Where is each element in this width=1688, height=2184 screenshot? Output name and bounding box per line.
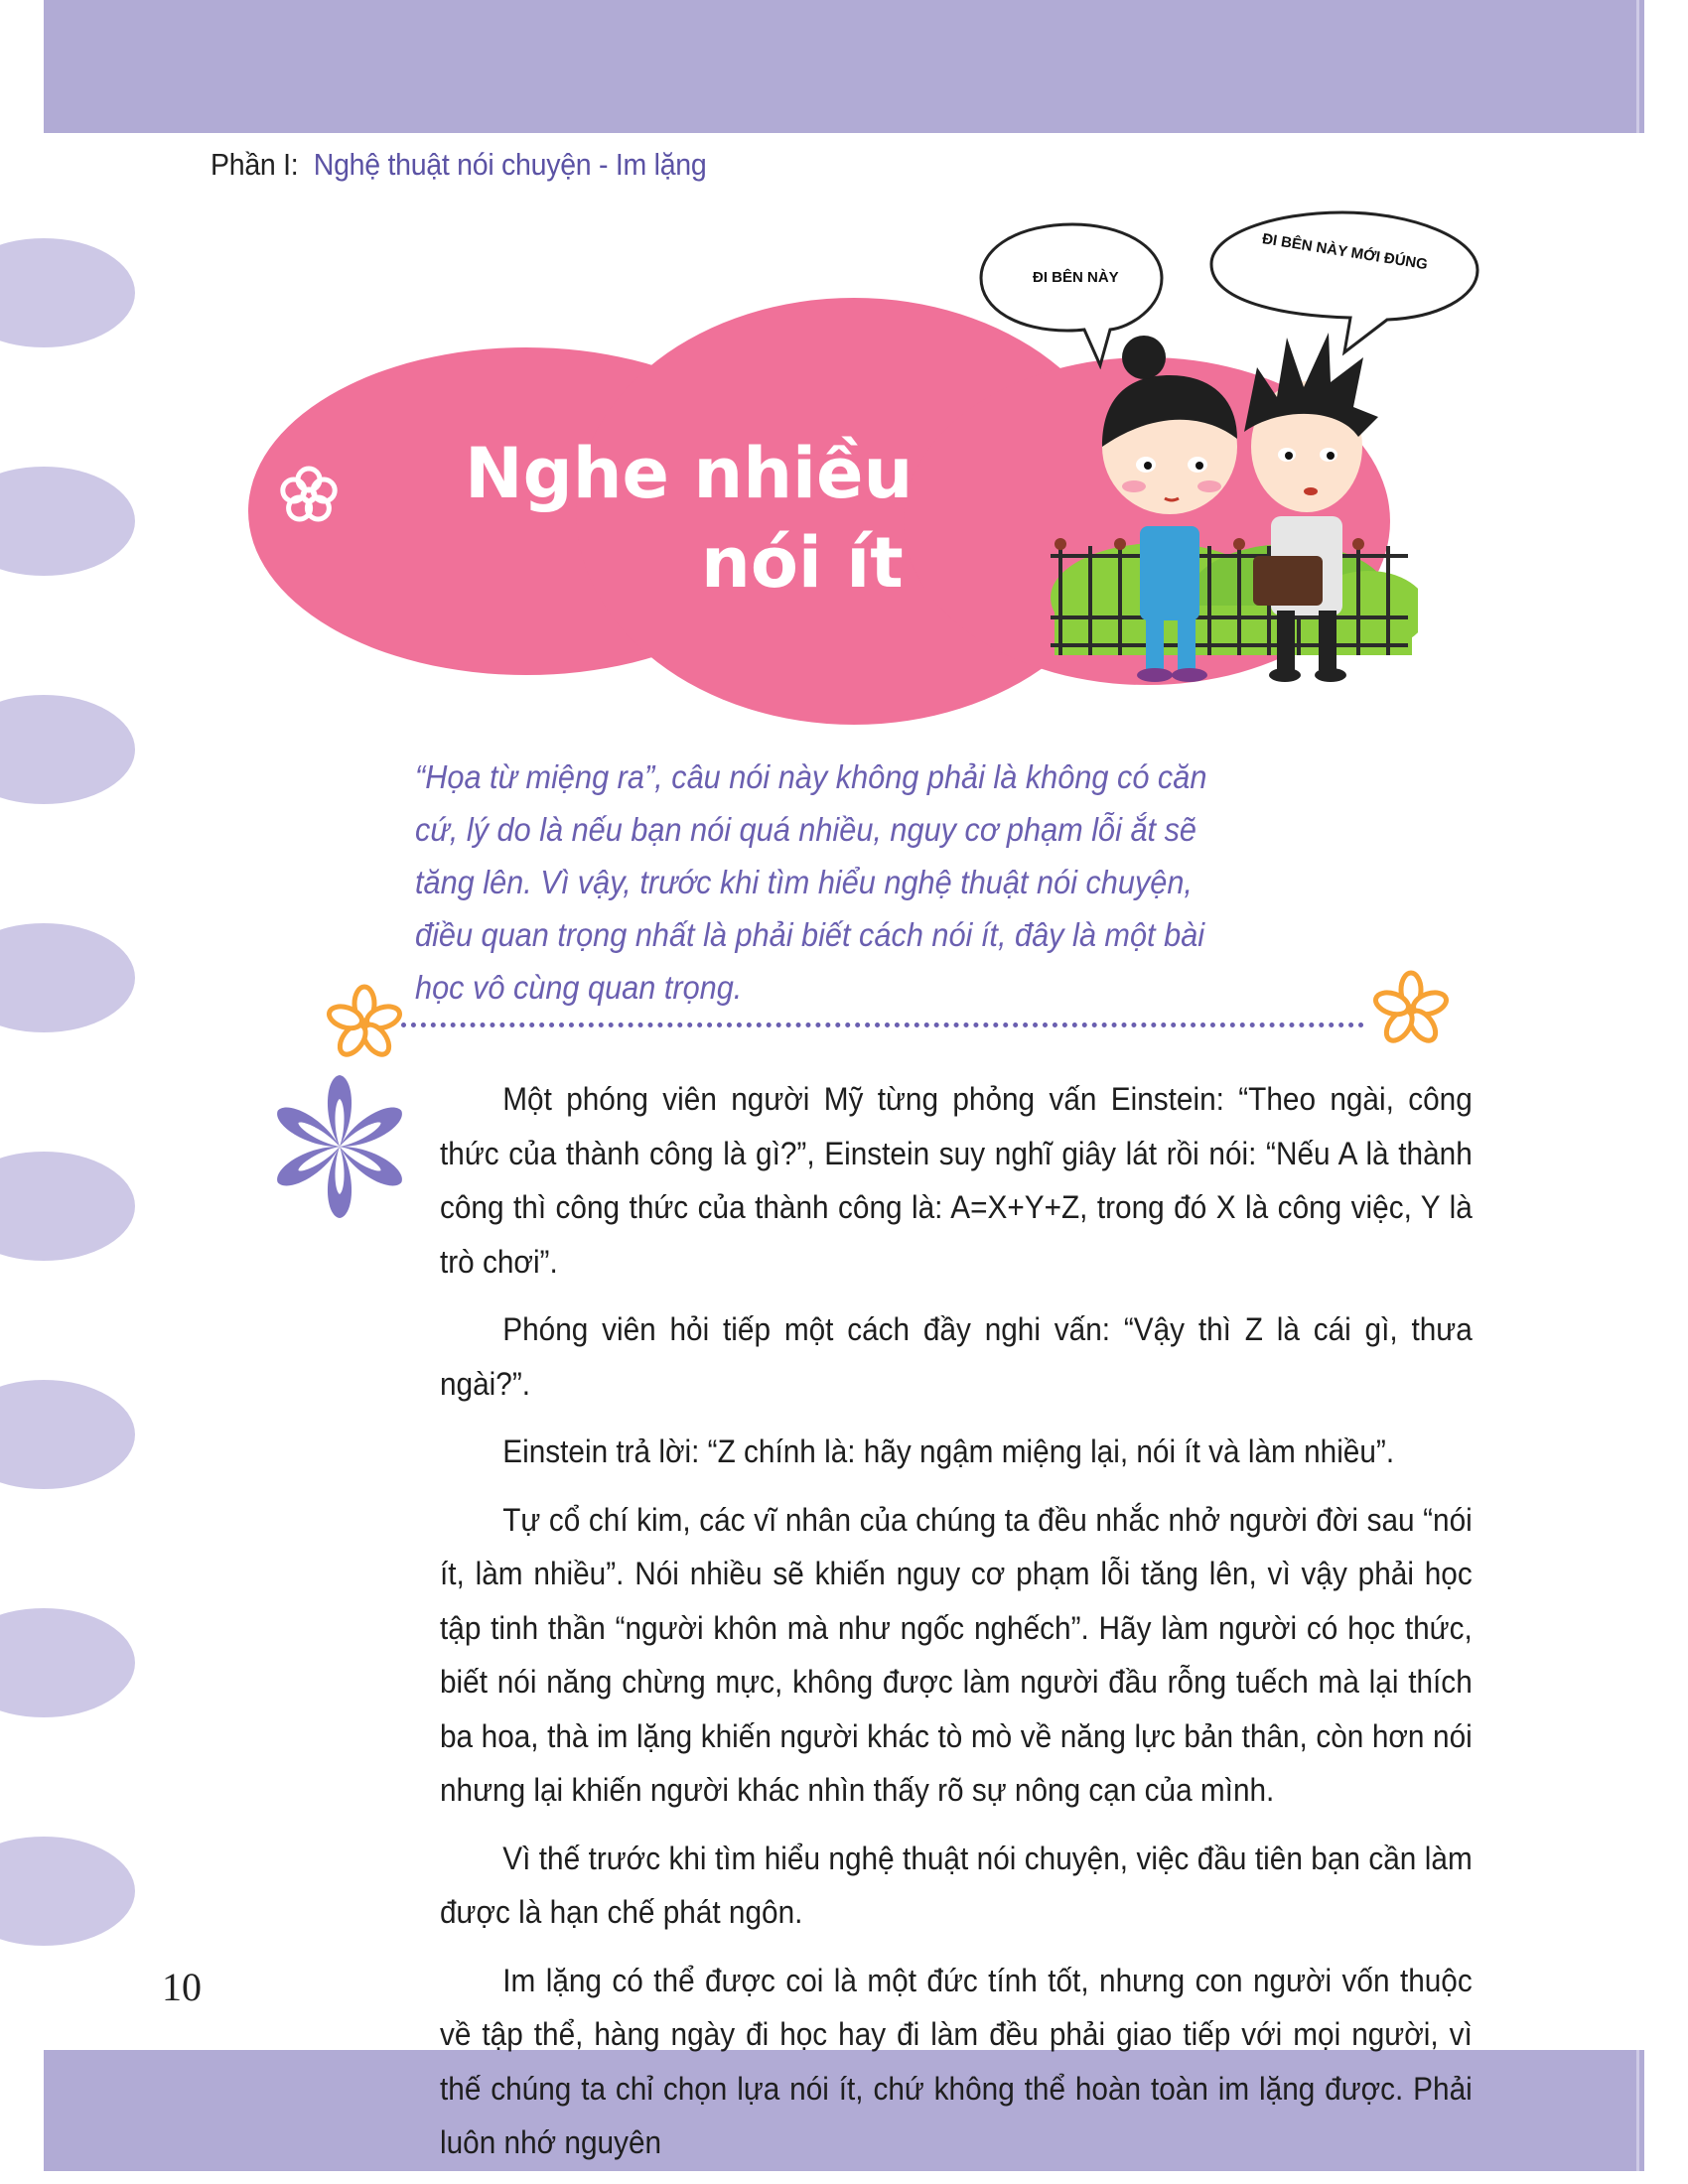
purple-flower-icon (260, 1067, 419, 1226)
header-subtitle: Nghệ thuật nói chuyện - Im lặng (313, 147, 707, 182)
cartoon-illustration (1041, 328, 1418, 685)
side-dot (0, 695, 135, 804)
bottom-band-edge (1636, 2050, 1639, 2171)
header-section: Phần I: (211, 147, 299, 182)
speech-text-boy: ĐI BÊN NÀY MỚI ĐÚNG (1260, 230, 1429, 274)
side-dot (0, 1152, 135, 1261)
body-paragraph: Một phóng viên người Mỹ từng phỏng vấn Einstein: “Theo ngài, công thức của thành công là gì?”, Einstein suy nghĩ giây lát rồi nói: “Nếu A là thành công thì công thức của thành công là: A=X+Y+Z, trong đó X là công việc, Y là trò chơi”. (440, 1081, 1473, 1280)
body-paragraph: Im lặng có thể được coi là một đức tính tốt, nhưng con người vốn thuộc về tập thể, hàng ngày đi học hay đi làm đều phải giao tiếp với mọi người, vì thế chúng ta chỉ chọn lựa nói ít, chứ không thể hoàn toàn im lặng được. Phải luôn nhớ nguyên (440, 1962, 1473, 2160)
flower-outline-icon (276, 463, 342, 528)
side-dot (0, 923, 135, 1032)
page-title-line2: nói ít (701, 522, 904, 604)
orange-flower-icon (324, 983, 405, 1064)
side-dot (0, 467, 135, 576)
top-band-edge (1636, 0, 1639, 133)
body-text (440, 1072, 1473, 2184)
orange-flower-icon (1370, 969, 1452, 1050)
body-paragraph: Phóng viên hỏi tiếp một cách đầy nghi vấn: “Vậy thì Z là cái gì, thưa ngài?”. (440, 1311, 1473, 1402)
body-paragraph: Tự cổ chí kim, các vĩ nhân của chúng ta đều nhắc nhở người đời sau “nói ít, làm nhiều”. Nói nhiều sẽ khiến nguy cơ phạm lỗi tăng lên, vì vậy phải học tập tinh thần “người khôn mà như ngốc nghếch”. Hãy làm người có học thức, biết nói năng chừng mực, không được làm người đầu rỗng tuếch mà lại thích ba hoa, thà im lặng khiến người khác tò mò về năng lực bản thân, còn hơn nói nhưng lại khiến người khác nhìn thấy rõ sự nông cạn của mình. (440, 1501, 1473, 1808)
page-number: 10 (162, 1965, 202, 2009)
dotted-divider (401, 1023, 1364, 1027)
running-header (211, 147, 706, 183)
side-dot (0, 1837, 135, 1946)
speech-text-girl: ĐI BÊN NÀY (1033, 269, 1119, 286)
side-dot (0, 1380, 135, 1489)
page-title-line1: Nghe nhiều (465, 433, 914, 514)
side-dot (0, 238, 135, 347)
body-paragraph: Einstein trả lời: “Z chính là: hãy ngậm miệng lại, nói ít và làm nhiều”. (502, 1433, 1395, 1469)
intro-quote: “Họa từ miệng ra”, câu nói này không phải là không có căn cứ, lý do là nếu bạn nói quá nhiều, nguy cơ phạm lỗi ắt sẽ tăng lên. Vì vậy, trước khi tìm hiểu nghệ thuật nói chuyện, điều quan trọng nhất là phải biết cách nói ít, đây là một bài học vô cùng quan trọng. (415, 758, 1207, 1006)
top-band (44, 0, 1644, 133)
side-dot (0, 1608, 135, 1717)
body-paragraph: Vì thế trước khi tìm hiểu nghệ thuật nói chuyện, việc đầu tiên bạn cần làm được là hạn chế phát ngôn. (440, 1840, 1473, 1930)
